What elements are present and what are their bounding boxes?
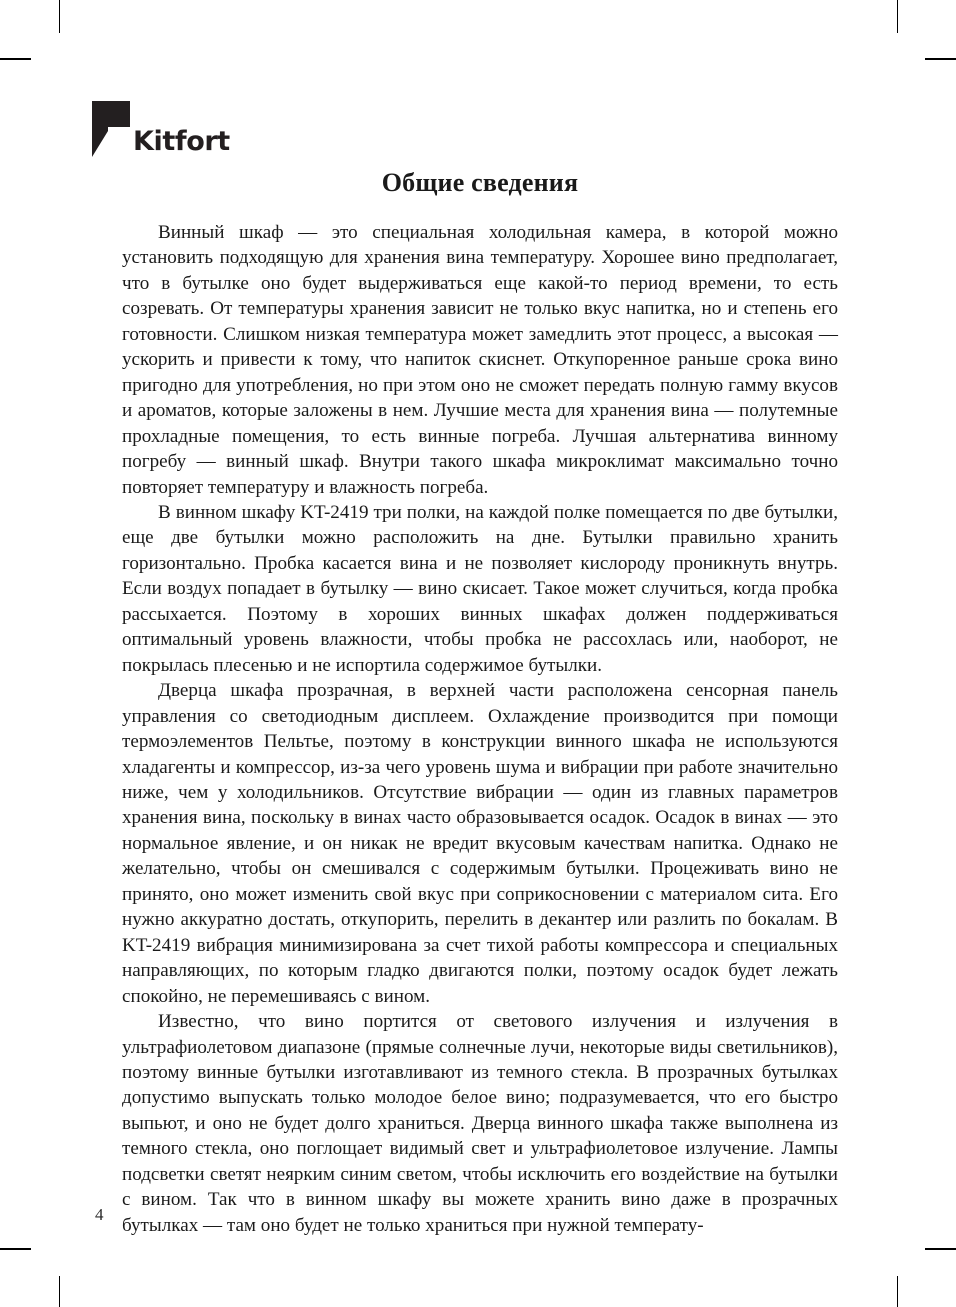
document-content: [122, 168, 838, 1238]
crop-mark-top-right-horizontal: [925, 58, 956, 60]
crop-mark-bottom-left-vertical: [59, 1276, 61, 1307]
paragraph-2: В винном шкафу KT-2419 три полки, на каждой полке помещается по две бутылки, еще две бутылки можно расположить на дне. Бутылки правильно хранить горизонтально. Пробка касается вина и не позволяет кислороду проникнуть внутрь. Если воздух попадает в бутылку — вино скисает. Такое может случиться, когда пробка рассыхается. Поэтому в хороших винных шкафах должен поддерживаться оптимальный уровень влажности, чтобы пробка не рассохлась или, наоборот, не покрылась плесенью и не испортила содержимое бутылки.: [122, 501, 838, 676]
brand-logo: [92, 101, 230, 157]
crop-mark-bottom-right-vertical: [897, 1276, 899, 1307]
crop-mark-top-left-horizontal: [0, 58, 31, 60]
paragraph-3: Дверца шкафа прозрачная, в верхней части расположена сенсорная панель управления со светодиодным дисплеем. Охлаждение производится при помощи термоэлементов Пельтье, поэтому в конструкции винного шкафа не используются хладагенты и компрессор, из-за чего уровень шума и вибрации при работе значительно ниже, чем у холодильников. Отсутствие вибрации — один из главных параметров хранения вина, поскольку в винах часто образовывается осадок. Осадок в винах — это нормальное явление, и он никак не вредит вкусовым качествам напитка. Однако не желательно, чтобы он смешивался с содержимым бутылки. Процеживать вино не принято, оно может изменить свой вкус при соприкосновении с материалом сита. Его нужно аккуратно достать, откупорить, перелить в декантер или разлить по бокалам. В KT-2419 вибрация минимизирована за счет тихой работы компрессора и специальных направляющих, по которым гладко двигаются полки, поэтому осадок будет лежать спокойно, не перемешиваясь с вином.: [122, 680, 838, 1007]
crop-mark-top-left-vertical: [59, 0, 61, 33]
paragraph-1: Винный шкаф — это специальная холодильная камера, в которой можно установить подходящую для хранения вина температуру. Хорошее вино предполагает, что в бутылке оно будет выдерживаться еще какой-то период времени, то есть созревать. От температуры хранения зависит не только вкус напитка, но и степень его готовности. Слишком низкая температура может замедлить этот процесс, а высокая — ускорить и привести к тому, что напиток скиснет. Откупоренное раньше срока вино пригодно для употребления, но при этом оно не сможет передать полную гамму вкусов и ароматов, которые заложены в нем. Лучшие места для хранения вина — полутемные прохладные помещения, то есть винные погреба. Лучшая альтернатива винному погребу — винный шкаф. Внутри такого шкафа микроклимат максимально точно повторяет температуру и влажность погреба.: [122, 222, 838, 498]
crop-mark-bottom-right-horizontal: [925, 1248, 956, 1250]
brand-wordmark: Kitfort: [133, 126, 230, 157]
kitfort-flag-logo-icon: [92, 101, 130, 157]
paragraph-4: Известно, что вино портится от светового излучения и излучения в ультрафиолетовом диапазоне (прямые солнечные лучи, некоторые виды светильников), поэтому винные бутылки изготавливают из темного стекла. В прозрачных бутылках допустимо выпускать только молодое белое вино; подразумевается, что его быстро выпьют, и оно не будет долго храниться. Дверца винного шкафа также выполнена из темного стекла, оно поглощает видимый свет и ультрафиолетовое излучение. Лампы подсветки светят неярким синим светом, чтобы исключить его воздействие на бутылки с вином. Так что в винном шкафу вы можете хранить вино даже в прозрачных бутылках — там оно будет не только храниться при нужной температу-: [122, 1011, 838, 1236]
page-number: 4: [95, 1205, 104, 1224]
crop-mark-bottom-left-horizontal: [0, 1248, 31, 1250]
page-title: Общие сведения: [381, 168, 579, 197]
crop-mark-top-right-vertical: [897, 0, 899, 33]
